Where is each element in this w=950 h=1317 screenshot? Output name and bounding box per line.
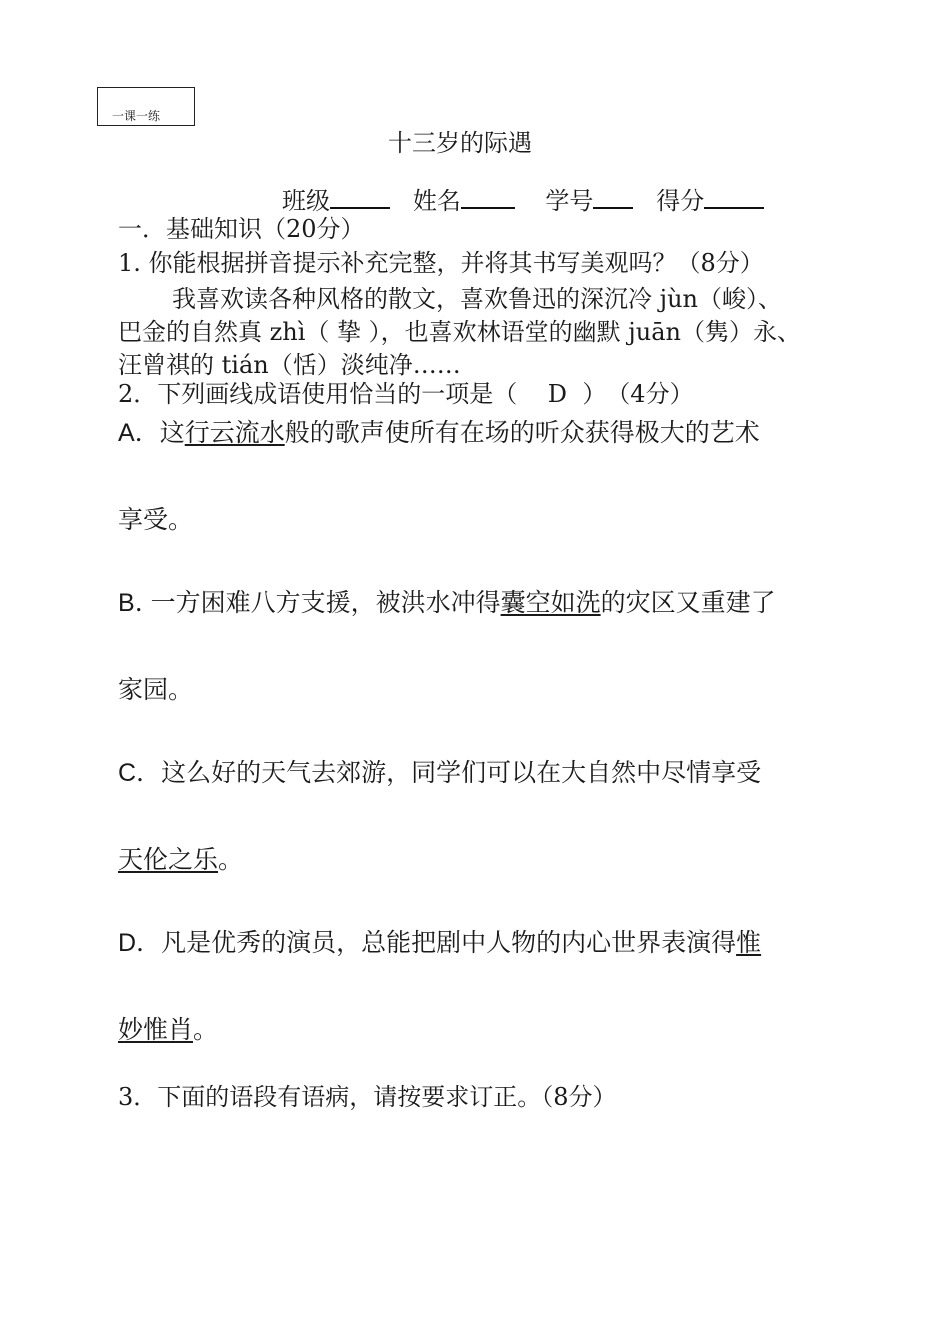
option-d-letter: D (118, 929, 137, 957)
option-b (118, 583, 776, 619)
option-b-idiom: 囊空如洗 (500, 588, 601, 617)
option-c-letter: C (118, 759, 137, 787)
option-d-continuation (118, 1010, 218, 1046)
question-3-stem: 3．下面的语段有语病，请按要求订正。（8分） (118, 1083, 617, 1111)
option-c-idiom: 天伦之乐 (118, 845, 219, 874)
id-blank[interactable] (593, 183, 633, 209)
option-c (118, 753, 761, 789)
tag-label-box (97, 87, 195, 126)
name-blank[interactable] (461, 183, 515, 209)
option-d-idiom-part-2: 妙惟肖 (118, 1015, 194, 1044)
question-2-stem-prefix: 2．下列画线成语使用恰当的一项是（ (118, 380, 518, 408)
class-label: 班级 (282, 187, 330, 215)
option-a-idiom: 行云流水 (184, 418, 285, 447)
option-d-text-post: 。 (193, 1015, 219, 1044)
question-2-stem-suffix: ） （4分） (582, 380, 694, 408)
option-c-text-post: 。 (218, 845, 244, 874)
question-1-line-1: 我喜欢读各种风格的散文，喜欢鲁迅的深沉冷 jùn（峻）、 (172, 285, 782, 313)
option-a-text-post: 般的歌声使所有在场的听众获得极大的艺术 (284, 418, 760, 447)
option-a-continuation: 享受。 (118, 505, 194, 534)
name-label: 姓名 (412, 187, 461, 215)
option-a-text-pre: ．这 (134, 418, 185, 447)
tag-label: 一课一练 (112, 109, 161, 123)
question-2-answer: D (547, 380, 568, 408)
option-a-letter: A (118, 419, 135, 447)
option-b-letter: B (118, 589, 135, 617)
option-b-text-pre: . 一方困难八方支援，被洪水冲得 (134, 588, 501, 617)
option-a (118, 413, 760, 449)
option-c-continuation (118, 840, 243, 876)
page-title: 十三岁的际遇 (388, 129, 532, 157)
section-heading: 一．基础知识（20分） (118, 215, 365, 243)
option-b-text-post: 的灾区又重建了 (600, 588, 776, 617)
question-1-line-2: 巴金的自然真 zhì（ 挚 ），也喜欢林语堂的幽默 juān（隽）永、 (118, 318, 801, 346)
score-blank[interactable] (704, 183, 764, 209)
question-1-stem: 1. 你能根据拼音提示补充完整，并将其书写美观吗？（8分） (118, 249, 764, 277)
question-1-line-3: 汪曾祺的 tián（恬）淡纯净…… (118, 351, 461, 379)
option-d (118, 923, 761, 959)
option-b-continuation: 家园。 (118, 675, 194, 704)
option-d-idiom-part-1: 惟 (736, 928, 762, 957)
class-blank[interactable] (330, 183, 390, 209)
id-label: 学号 (545, 187, 594, 215)
question-2-stem (118, 374, 694, 409)
score-label: 得分 (656, 187, 705, 215)
option-d-text-pre: ．凡是优秀的演员，总能把剧中人物的内心世界表演得 (136, 928, 737, 957)
option-c-text-pre: ．这么好的天气去郊游，同学们可以在大自然中尽情享受 (136, 758, 762, 787)
